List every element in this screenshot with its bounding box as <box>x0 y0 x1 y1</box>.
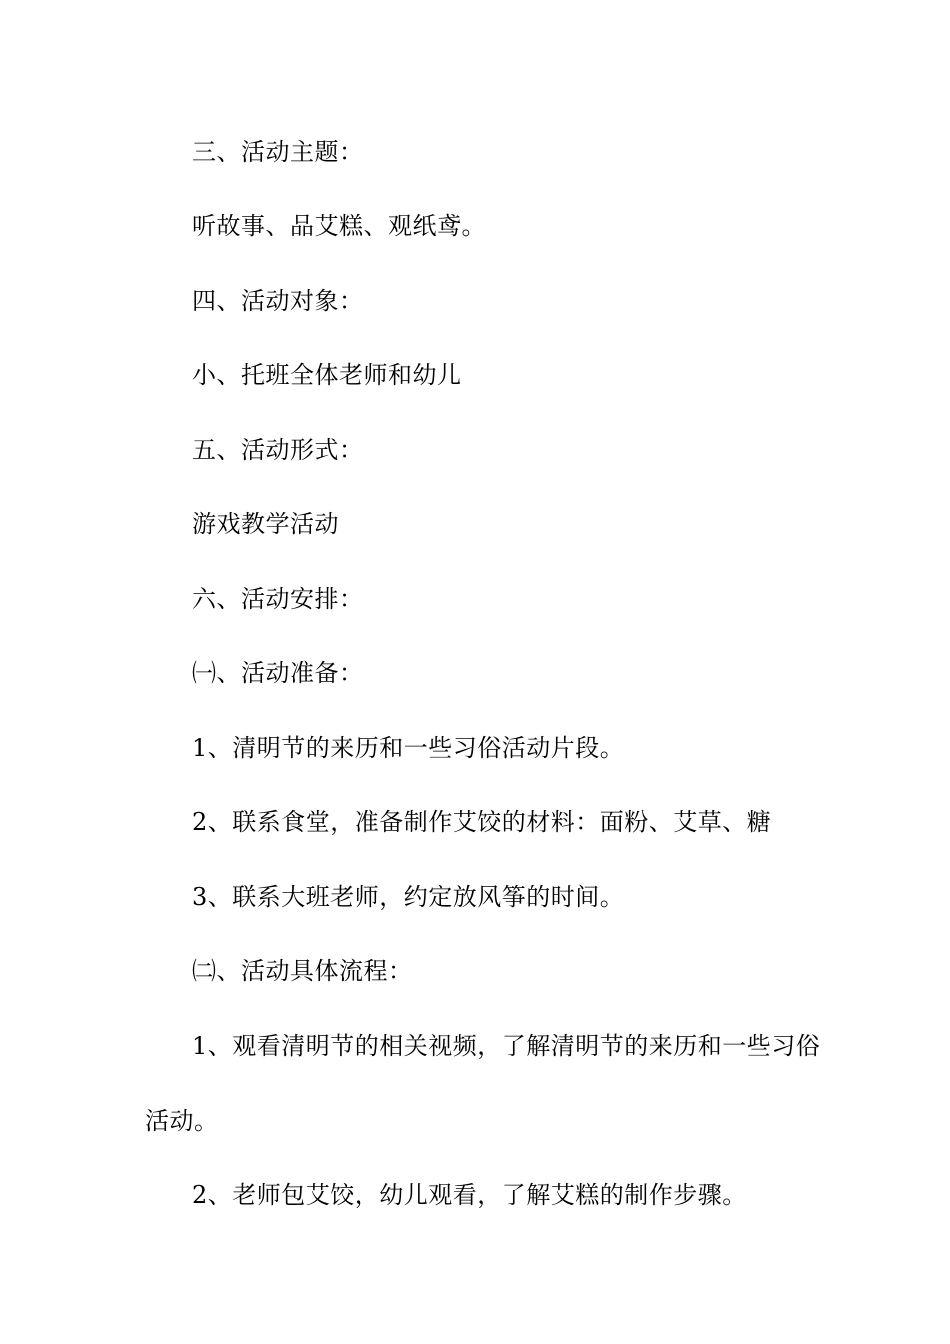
heading-activity-theme: 三、活动主题： <box>192 138 364 166</box>
subheading-activity-process: ㈡、活动具体流程： <box>192 957 413 985</box>
list-item-preparation-3: 3、联系大班老师，约定放风筝的时间。 <box>192 883 625 911</box>
paragraph-form-content: 游戏教学活动 <box>192 510 339 538</box>
list-item-preparation-2: 2、联系食堂，准备制作艾饺的材料：面粉、艾草、糖 <box>192 808 772 836</box>
paragraph-theme-content: 听故事、品艾糕、观纸鸢。 <box>192 212 486 240</box>
heading-activity-schedule: 六、活动安排： <box>192 585 364 613</box>
list-item-process-1-continued: 活动。 <box>145 1107 219 1135</box>
list-item-process-1: 1、观看清明节的相关视频，了解清明节的来历和一些习俗 <box>192 1032 821 1060</box>
heading-activity-target: 四、活动对象： <box>192 287 364 315</box>
list-item-preparation-1: 1、清明节的来历和一些习俗活动片段。 <box>192 734 625 762</box>
heading-activity-form: 五、活动形式： <box>192 436 364 464</box>
subheading-activity-preparation: ㈠、活动准备： <box>192 659 364 687</box>
paragraph-target-content: 小、托班全体老师和幼儿 <box>192 361 462 389</box>
list-item-process-2: 2、老师包艾饺，幼儿观看，了解艾糕的制作步骤。 <box>192 1181 747 1209</box>
